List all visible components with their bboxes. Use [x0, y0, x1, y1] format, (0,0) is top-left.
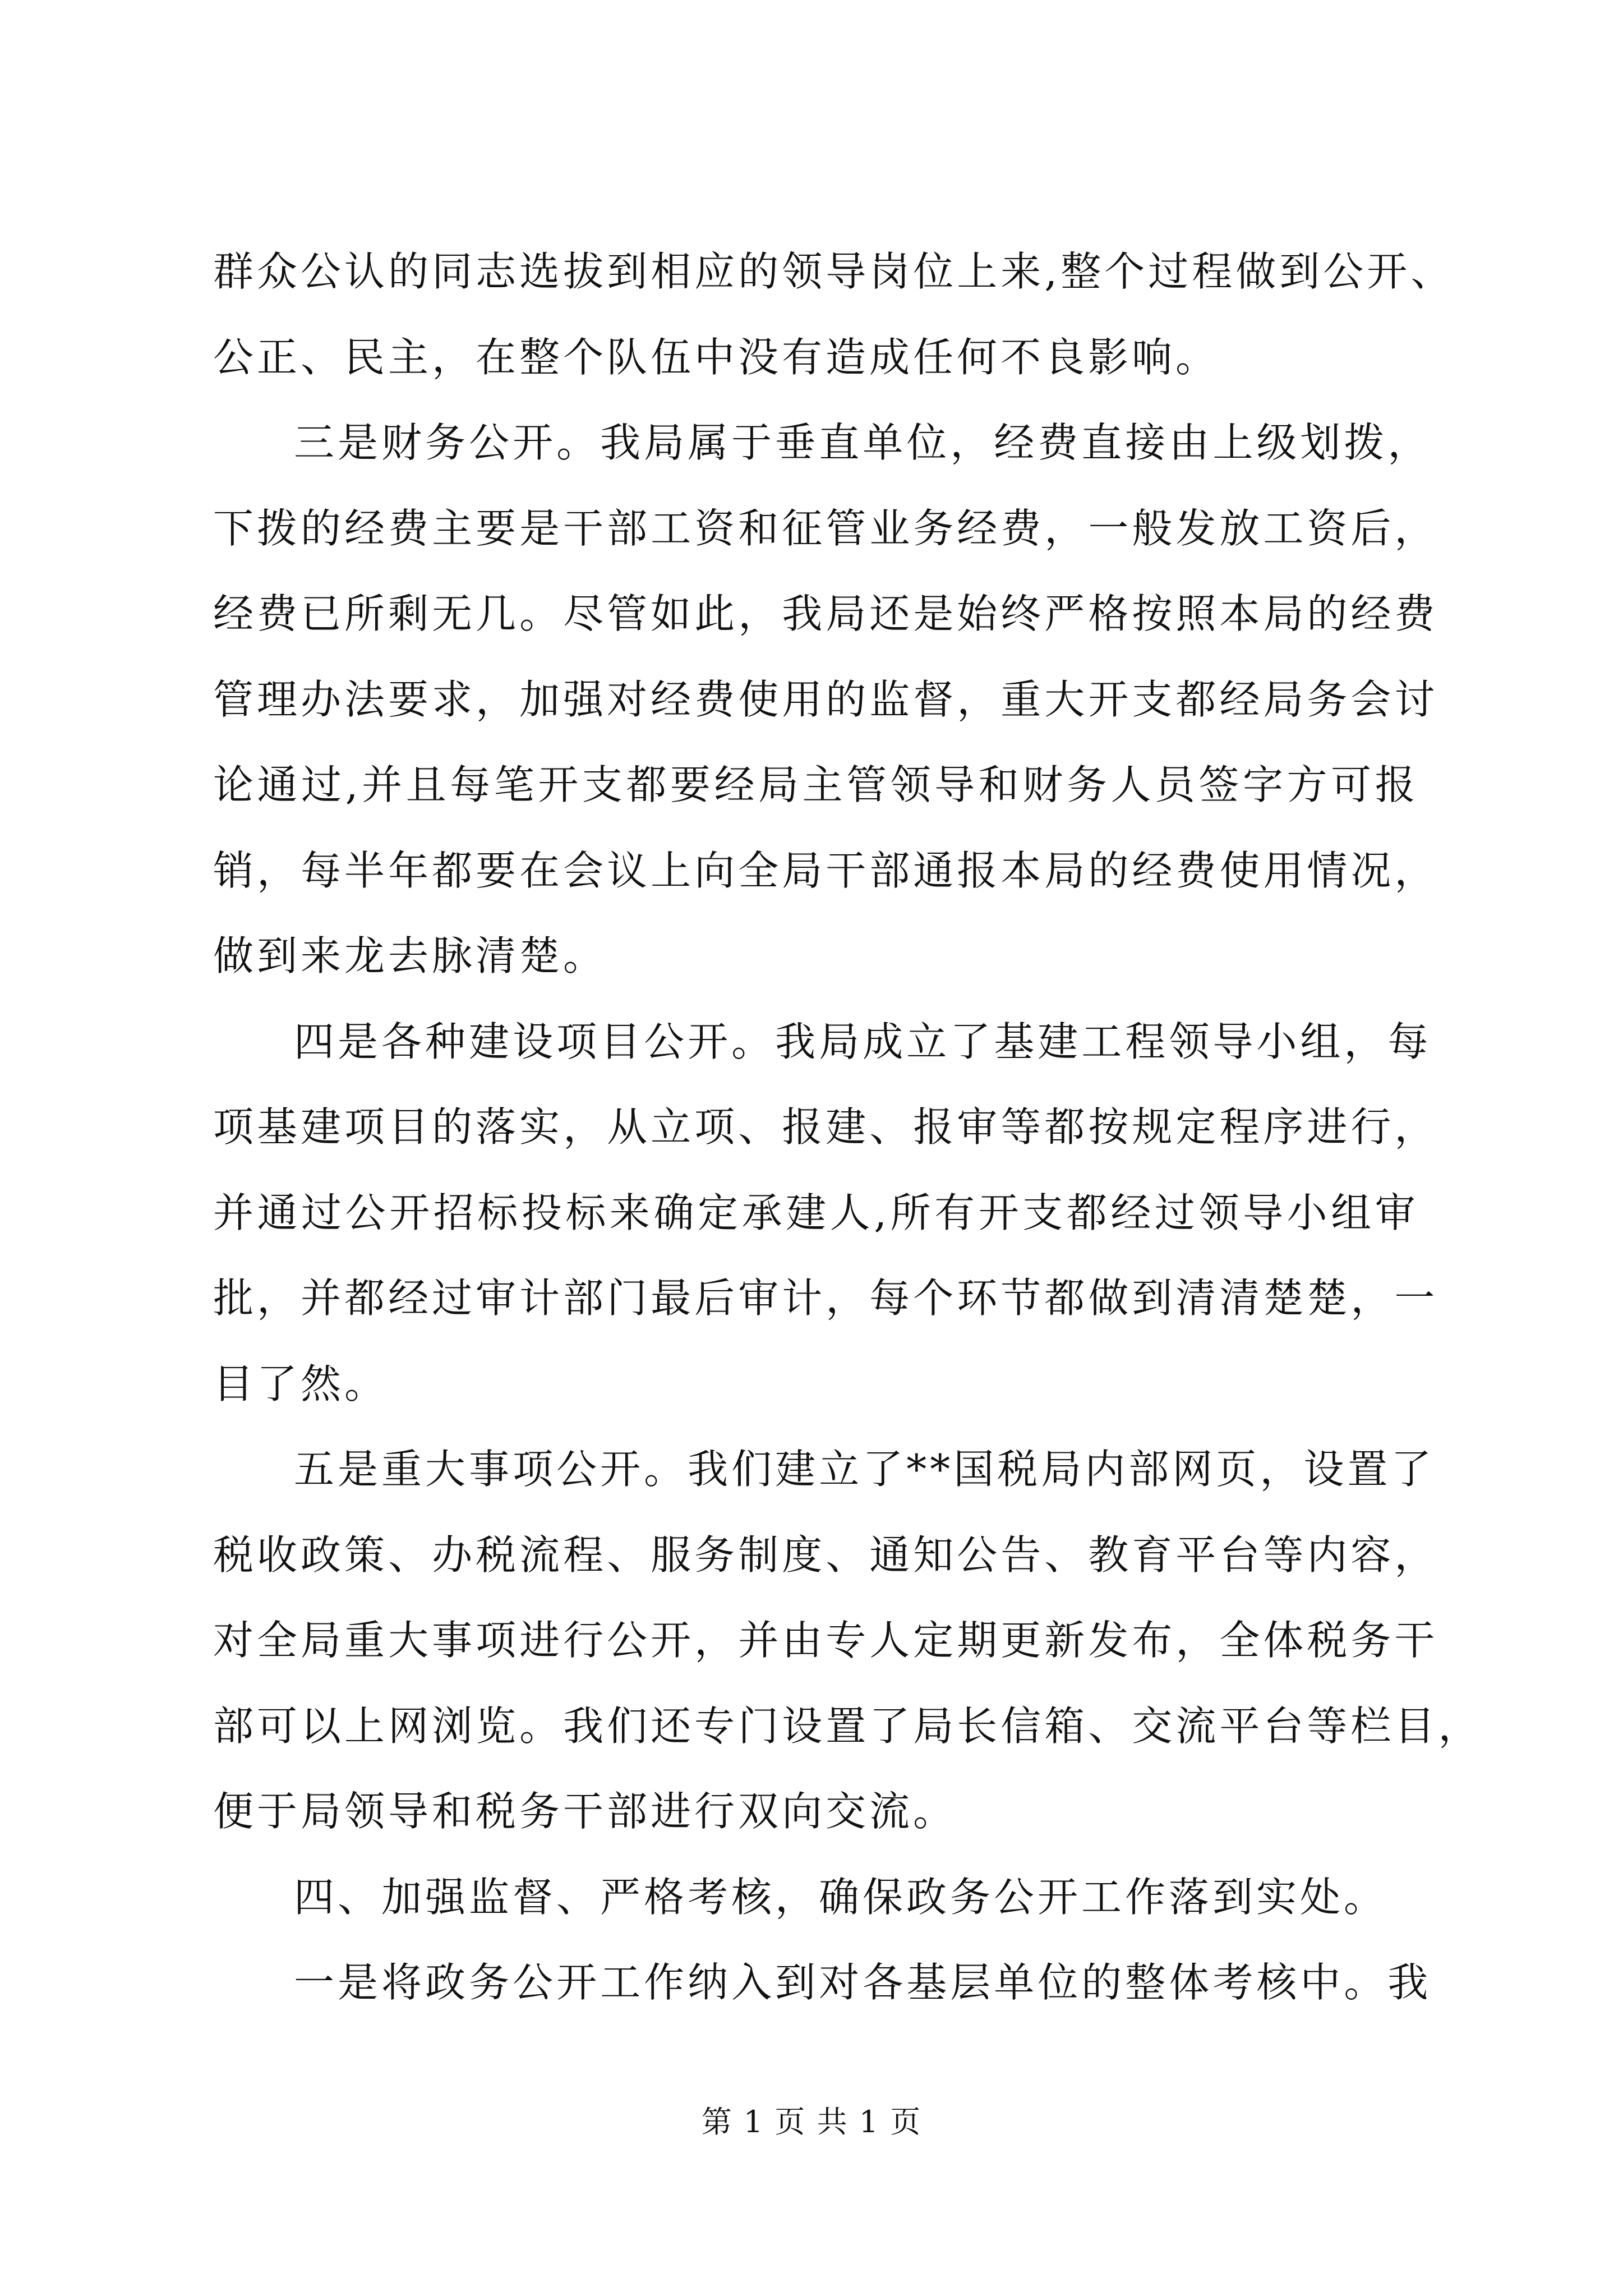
- text-line: 三 是 财 务 公 开 。 我 局 属 于 垂 直 单 位 ， 经 费 直 接 由 上 级 划 拨 ，: [294, 419, 1432, 466]
- text-line: 项 基 建 项 目 的 落 实 ， 从 立 项 、 报 建 、 报 审 等 都 按 规 定 程 序 进 行 ，: [213, 1103, 1438, 1151]
- text-line: 便于局领导和税务干部进行双向交流。: [213, 1788, 957, 1835]
- text-line: 四 是 各 种 建 设 项 目 公 开 。 我 局 成 立 了 基 建 工 程 领 导 小 组 ， 每: [294, 1018, 1432, 1065]
- text-line: 部 可 以 上 网 浏 览 。 我 们 还 专 门 设 置 了 局 长 信 箱 、 交 流 平 台 等 栏 目 ，: [213, 1702, 1482, 1750]
- page-footer: 第 1 页 共 1 页: [701, 2104, 922, 2139]
- document-body: [213, 229, 1482, 2026]
- text-line: 下 拨 的 经 费 主 要 是 干 部 工 资 和 征 管 业 务 经 费 ， 一 般 发 放 工 资 后 ，: [213, 504, 1438, 552]
- text-line: 公正、民主，在整个队伍中没有造成任何不良影响。: [213, 333, 1220, 381]
- text-line: 四、加强监督、严格考核，确保政务公开工作落到实处。: [294, 1873, 1388, 1921]
- text-line: 论 通 过 , 并 且 每 笔 开 支 都 要 经 局 主 管 领 导 和 财 务 人 员 签 字 方 可 报: [213, 761, 1419, 808]
- text-line: 管 理 办 法 要 求 ， 加 强 对 经 费 使 用 的 监 督 ， 重 大 开 支 都 经 局 务 会 讨: [213, 675, 1438, 723]
- text-line: 销 ， 每 半 年 都 要 在 会 议 上 向 全 局 干 部 通 报 本 局 的 经 费 使 用 情 况 ，: [213, 846, 1438, 894]
- text-line: 做到来龙去脉清楚。: [213, 932, 607, 979]
- text-line: 群 众 公 认 的 同 志 选 拔 到 相 应 的 领 导 岗 位 上 来 , 整 个 过 程 做 到 公 开 、: [213, 248, 1455, 295]
- text-line: 一 是 将 政 务 公 开 工 作 纳 入 到 对 各 基 层 单 位 的 整 体 考 核 中 。 我: [294, 1959, 1432, 2006]
- text-line: 税 收 政 策 、 办 税 流 程 、 服 务 制 度 、 通 知 公 告 、 教 育 平 台 等 内 容 ，: [213, 1531, 1438, 1579]
- text-line: 对 全 局 重 大 事 项 进 行 公 开 ， 并 由 专 人 定 期 更 新 发 布 ， 全 体 税 务 干: [213, 1617, 1438, 1664]
- text-line: 经 费 已 所 剩 无 几 。 尽 管 如 此 ， 我 局 还 是 始 终 严 格 按 照 本 局 的 经 费: [213, 590, 1438, 637]
- text-line: 并 通 过 公 开 招 标 投 标 来 确 定 承 建 人 , 所 有 开 支 都 经 过 领 导 小 组 审: [213, 1189, 1419, 1236]
- text-line: 批 ， 并 都 经 过 审 计 部 门 最 后 审 计 ， 每 个 环 节 都 做 到 清 清 楚 楚 ， 一: [213, 1274, 1438, 1322]
- text-line: 五 是 重 大 事 项 公 开 。 我 们 建 立 了 * * 国 税 局 内 部 网 页 ， 设 置 了: [294, 1446, 1435, 1493]
- text-line: 目了然。: [213, 1360, 389, 1407]
